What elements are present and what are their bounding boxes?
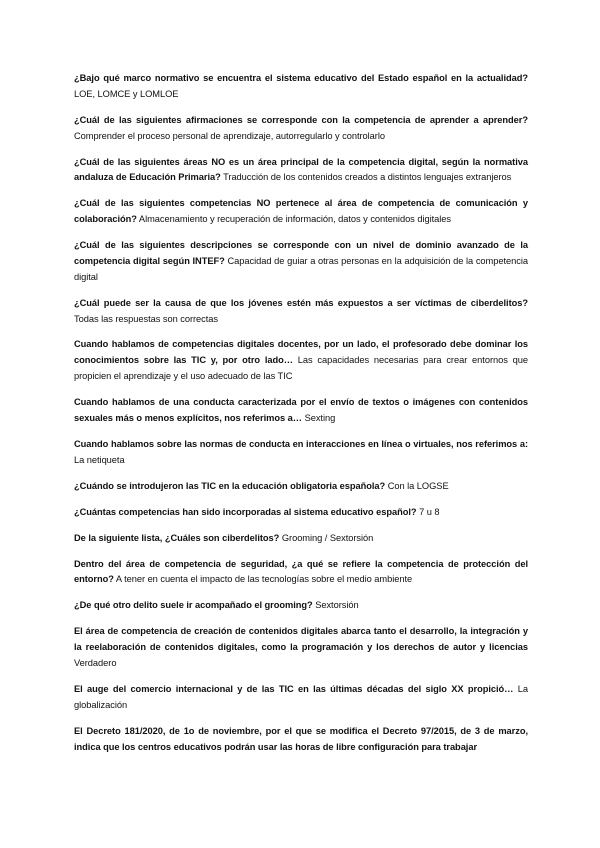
qa-item — [74, 395, 528, 427]
qa-item — [74, 479, 528, 495]
question-list — [74, 71, 528, 765]
answer-text: Sextorsión — [315, 600, 359, 611]
answer-text: Sexting — [304, 412, 336, 423]
question-text: ¿Cuál de las siguientes descripciones se corresponde con un nivel de dominio avanzado de la competencia digital según INTEF? — [74, 240, 528, 266]
answer-text: Verdadero — [74, 657, 117, 668]
qa-item — [74, 557, 528, 589]
question-text: Cuando hablamos sobre las normas de conducta en interacciones en línea o virtuales, nos referimos a: — [74, 438, 528, 449]
question-text: Cuando hablamos de competencias digitales docentes, por un lado, el profesorado debe dominar los conocimientos sobre las TIC y, por otro lado… — [74, 339, 528, 366]
question-text: ¿Cuál de las siguientes áreas NO es un área principal de la competencia digital, según la normativa andaluza de Educación Primaria? — [74, 156, 528, 183]
qa-item — [74, 531, 528, 547]
question-text: De la siguiente lista, ¿Cuáles son ciberdelitos? — [74, 532, 280, 543]
question-text: ¿Cuántas competencias han sido incorporadas al sistema educativo español? — [74, 506, 417, 517]
qa-item — [74, 437, 528, 469]
qa-item — [74, 113, 528, 145]
question-text: ¿Cuál de las siguientes competencias NO pertenece al área de competencia de comunicación y colaboración? — [74, 198, 528, 225]
qa-item — [74, 196, 528, 228]
qa-item — [74, 155, 528, 187]
qa-item — [74, 624, 528, 671]
qa-item — [74, 238, 528, 285]
question-text: El Decreto 181/2020, de 1o de noviembre, por el que se modifica el Decreto 97/2015, de 3 de marzo, indica que los centros educativos podrán usar las horas de libre configuración para trabajar — [74, 725, 528, 752]
question-text: ¿Bajo qué marco normativo se encuentra el sistema educativo del Estado español en la actualidad? — [74, 73, 528, 83]
qa-item — [74, 682, 528, 714]
question-text: Cuando hablamos de una conducta caracterizada por el envío de textos o imágenes con contenidos sexuales más o menos explícitos, nos referimos a… — [74, 397, 528, 423]
qa-item — [74, 296, 528, 328]
qa-item — [74, 337, 528, 384]
answer-text: La globalización — [74, 683, 528, 710]
question-text: ¿Cuándo se introdujeron las TIC en la educación obligatoria española? — [74, 480, 386, 491]
answer-text: Grooming / Sextorsión — [281, 532, 374, 543]
qa-item — [74, 598, 528, 614]
question-text: El área de competencia de creación de contenidos digitales abarca tanto el desarrollo, la integración y la reelaboración de contenidos digitales, como la programación y los derechos de autor y licencias — [74, 626, 528, 653]
answer-text: A tener en cuenta el impacto de las tecnologías sobre el medio ambiente — [115, 574, 413, 585]
qa-item — [74, 71, 528, 103]
qa-item — [74, 505, 528, 521]
answer-text: Traducción de los contenidos creados a distintos lenguajes extranjeros — [223, 172, 512, 183]
answer-text: Las capacidades necesarias para crear entornos que propicien el aprendizaje y el uso adecuado de las TIC — [74, 355, 528, 382]
question-text: ¿De qué otro delito suele ir acompañado el grooming? — [74, 600, 313, 611]
question-text: ¿Cuál de las siguientes afirmaciones se corresponde con la competencia de aprender a aprender? — [74, 114, 528, 125]
answer-text: Todas las respuestas son correctas — [74, 313, 219, 324]
answer-text: Comprender el proceso personal de aprendizaje, autorregularlo y controlarlo — [74, 130, 385, 141]
question-text: Dentro del área de competencia de seguridad, ¿a qué se refiere la competencia de protección del entorno? — [74, 558, 528, 585]
answer-text: Almacenamiento y recuperación de información, datos y contenidos digitales — [138, 214, 451, 225]
question-text: ¿Cuál puede ser la causa de que los jóvenes estén más expuestos a ser víctimas de ciberdelitos? — [74, 297, 528, 308]
answer-text: LOE, LOMCE y LOMLOE — [74, 88, 179, 99]
answer-text: 7 u 8 — [419, 506, 440, 517]
answer-text: Con la LOGSE — [387, 480, 449, 491]
qa-item — [74, 724, 528, 756]
answer-text: La netiqueta — [74, 454, 125, 465]
question-text: El auge del comercio internacional y de las TIC en las últimas décadas del siglo XX propició… — [74, 683, 514, 694]
answer-text: Capacidad de guiar a otras personas en la adquisición de la competencia digital — [74, 255, 528, 282]
